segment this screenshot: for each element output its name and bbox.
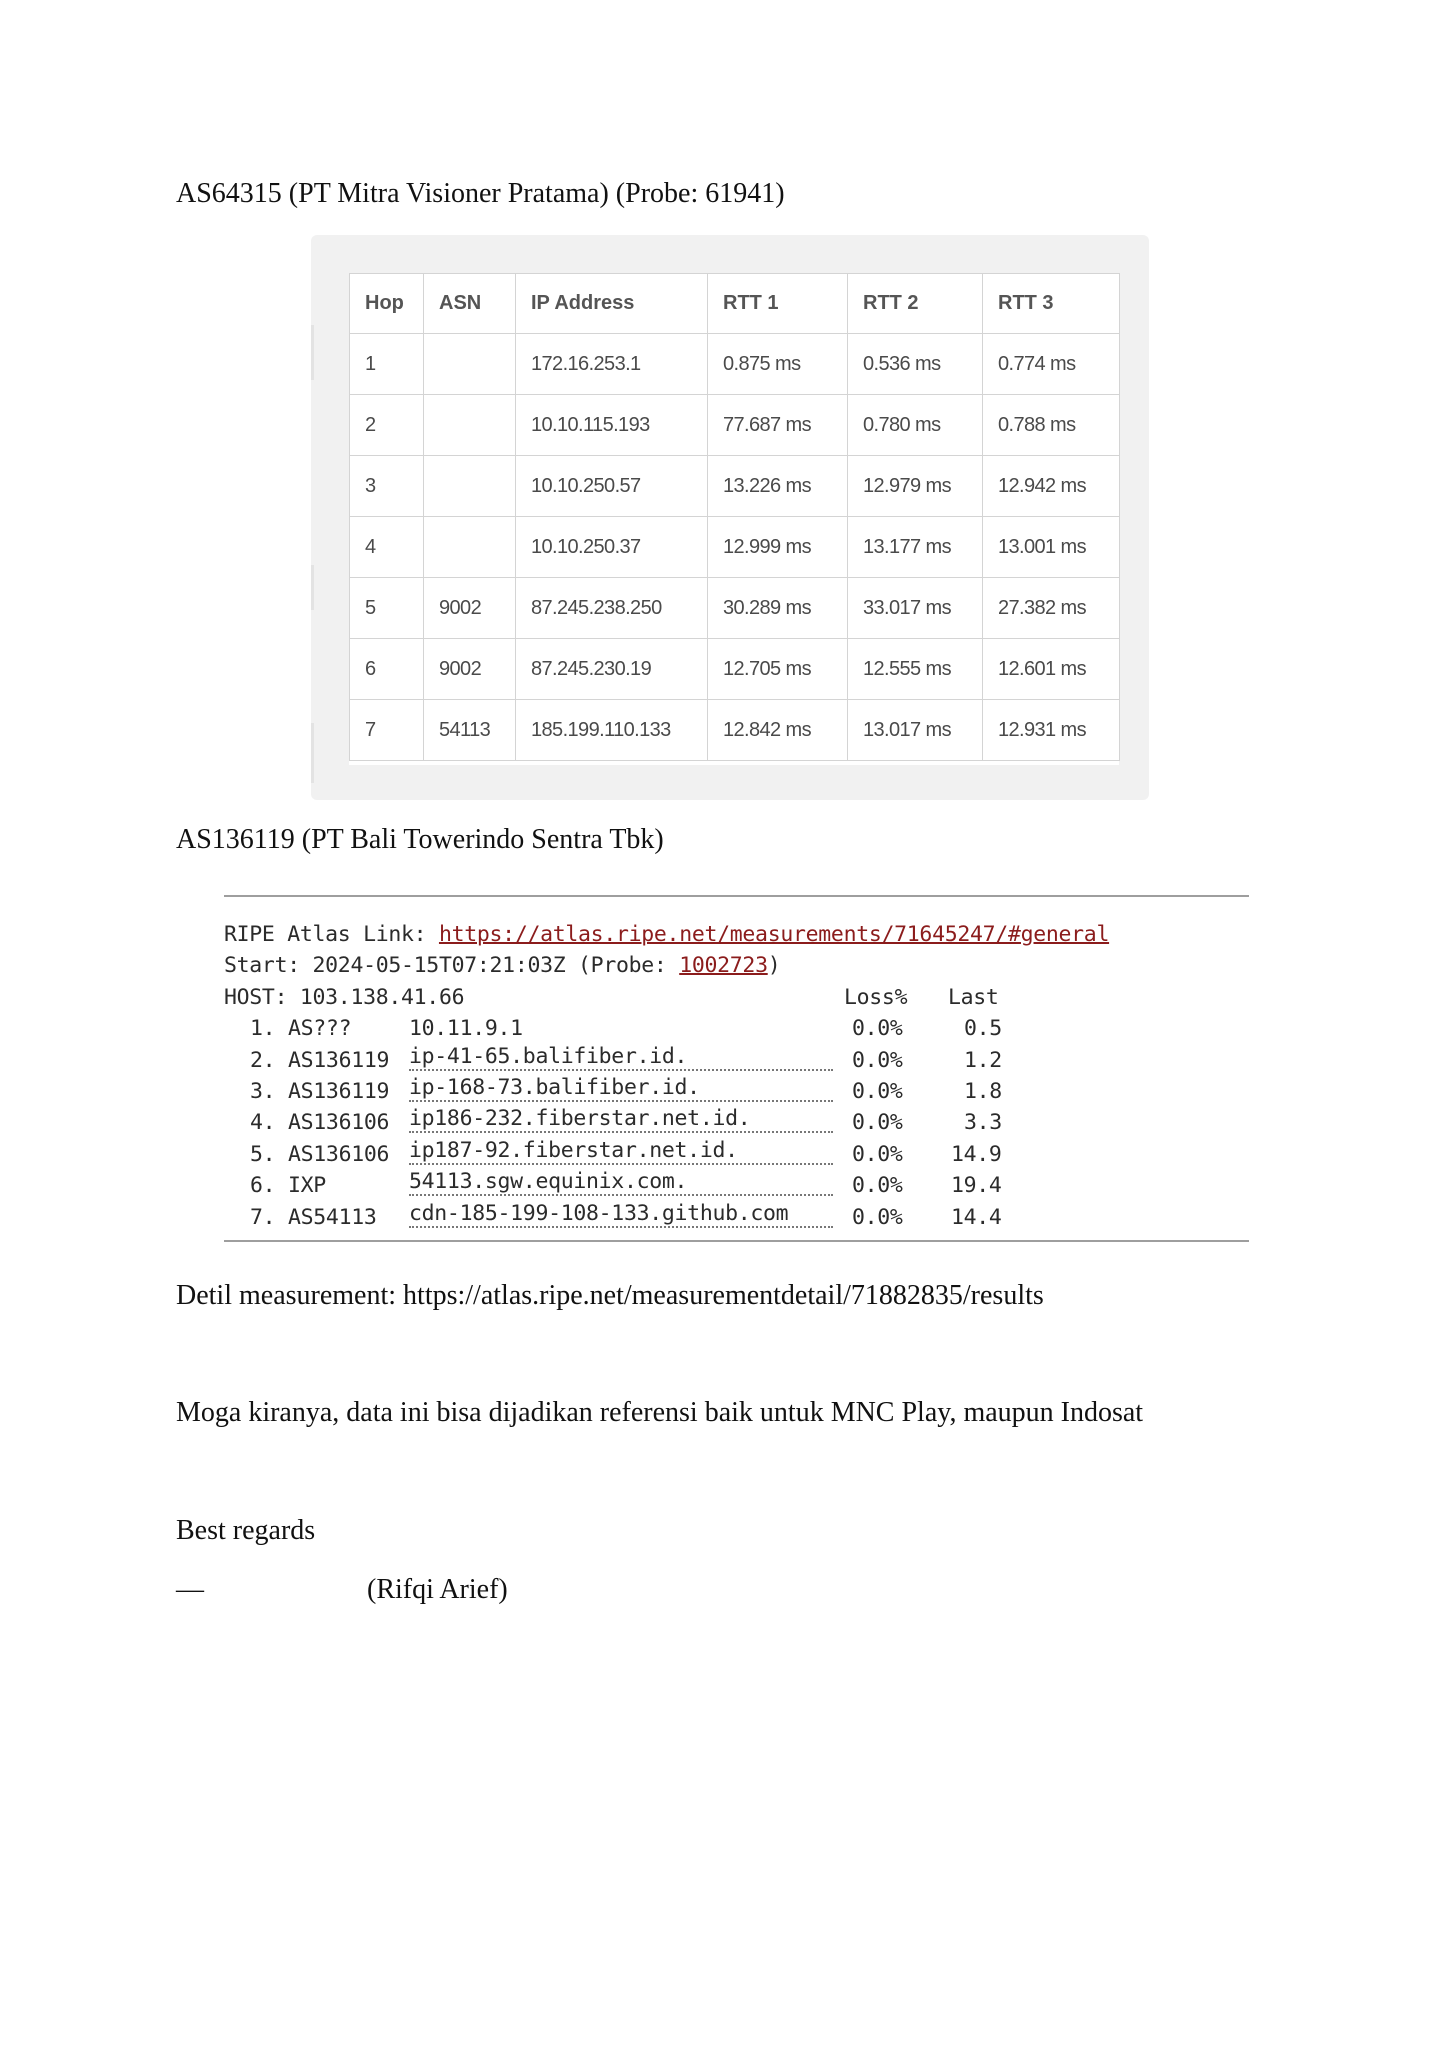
table-row	[350, 456, 1120, 517]
table-row	[350, 334, 1120, 395]
hop-host: cdn-185-199-108-133.github.com	[409, 1202, 833, 1228]
ripe-measurement-link[interactable]: https://atlas.ripe.net/measurements/71645247/#general	[438, 922, 1110, 947]
heading-as136119: AS136119 (PT Bali Towerindo Sentra Tbk)	[176, 824, 664, 855]
hop-number: 4.	[250, 1110, 276, 1136]
mtr-output-screenshot	[224, 891, 1249, 1248]
hop-loss: 0.0%	[852, 1204, 903, 1230]
rtt2-cell: 33.017 ms	[848, 578, 983, 639]
ip-cell: 185.199.110.133	[516, 700, 708, 761]
mtr-hop-row	[224, 1013, 1109, 1044]
hop-number: 7.	[250, 1204, 276, 1230]
hop-cell: 1	[350, 334, 424, 395]
hop-asn: AS54113	[288, 1204, 377, 1230]
asn-cell	[424, 395, 516, 456]
ripe-link-label: RIPE Atlas Link:	[224, 922, 439, 947]
hop-cell: 7	[350, 700, 424, 761]
hop-last: 1.8	[964, 1078, 1002, 1104]
rtt3-cell: 12.931 ms	[983, 700, 1120, 761]
hop-host: ip-41-65.balifiber.id.	[409, 1045, 833, 1071]
table-row	[350, 700, 1120, 761]
top-divider	[224, 895, 1249, 897]
table-row	[350, 395, 1120, 456]
hop-number: 2.	[250, 1047, 276, 1073]
rtt2-cell: 12.979 ms	[848, 456, 983, 517]
screenshot-edge	[311, 325, 314, 380]
hop-loss: 0.0%	[852, 1078, 903, 1104]
rtt2-cell: 13.017 ms	[848, 700, 983, 761]
hop-asn: AS???	[288, 1016, 352, 1042]
asn-cell: 9002	[424, 578, 516, 639]
mtr-hop-row	[224, 1170, 1109, 1201]
rtt1-cell: 0.875 ms	[708, 334, 848, 395]
loss-column-header: Loss%	[844, 984, 908, 1010]
asn-cell	[424, 517, 516, 578]
col-header-ip-address: IP Address	[516, 274, 708, 334]
hop-loss: 0.0%	[852, 1016, 903, 1042]
col-header-asn: ASN	[424, 274, 516, 334]
rtt1-cell: 77.687 ms	[708, 395, 848, 456]
screenshot-edge	[311, 723, 314, 783]
ip-cell: 10.10.250.37	[516, 517, 708, 578]
traceroute-table-screenshot	[311, 235, 1149, 800]
rtt1-cell: 30.289 ms	[708, 578, 848, 639]
bottom-divider	[224, 1240, 1249, 1242]
regards-line: Best regards	[176, 1515, 316, 1546]
hop-cell: 3	[350, 456, 424, 517]
table-row	[350, 517, 1120, 578]
start-label: Start: 2024-05-15T07:21:03Z (Probe:	[224, 953, 680, 979]
hop-asn: AS136106	[288, 1141, 390, 1167]
hop-loss: 0.0%	[852, 1047, 903, 1073]
col-header-rtt1: RTT 1	[708, 274, 848, 334]
hop-number: 5.	[250, 1141, 276, 1167]
table-row	[350, 578, 1120, 639]
col-header-rtt2: RTT 2	[848, 274, 983, 334]
rtt1-cell: 12.842 ms	[708, 700, 848, 761]
hop-asn: AS136119	[288, 1078, 390, 1104]
rtt1-cell: 12.705 ms	[708, 639, 848, 700]
rtt3-cell: 0.774 ms	[983, 334, 1120, 395]
hop-host: ip186-232.fiberstar.net.id.	[409, 1107, 833, 1133]
hop-loss: 0.0%	[852, 1141, 903, 1167]
col-header-rtt3: RTT 3	[983, 274, 1120, 334]
hop-cell: 5	[350, 578, 424, 639]
last-column-header: Last	[948, 984, 999, 1010]
hop-loss: 0.0%	[852, 1173, 903, 1199]
hop-host: 10.11.9.1	[409, 1016, 523, 1042]
rtt3-cell: 12.601 ms	[983, 639, 1120, 700]
signature-name: (Rifqi Arief)	[367, 1574, 508, 1605]
start-line	[224, 950, 1109, 981]
hop-asn: IXP	[288, 1173, 326, 1199]
ip-cell: 87.245.230.19	[516, 639, 708, 700]
table-row	[350, 639, 1120, 700]
asn-cell	[424, 334, 516, 395]
signature-dash: —	[176, 1574, 204, 1605]
hop-number: 3.	[250, 1078, 276, 1104]
hop-cell: 2	[350, 395, 424, 456]
hop-last: 19.4	[951, 1173, 1002, 1199]
rtt2-cell: 13.177 ms	[848, 517, 983, 578]
closing-paragraph: Moga kiranya, data ini bisa dijadikan referensi baik untuk MNC Play, maupun Indosat	[176, 1397, 1144, 1428]
rtt2-cell: 0.536 ms	[848, 334, 983, 395]
hop-asn: AS136119	[288, 1047, 390, 1073]
mtr-hop-row	[224, 1107, 1109, 1138]
hop-asn: AS136106	[288, 1110, 390, 1136]
ip-cell: 10.10.115.193	[516, 395, 708, 456]
hop-host: ip187-92.fiberstar.net.id.	[409, 1139, 833, 1165]
rtt1-cell: 13.226 ms	[708, 456, 848, 517]
measurement-detail-line: Detil measurement: https://atlas.ripe.net/measurementdetail/71882835/results	[176, 1280, 1044, 1311]
asn-cell: 9002	[424, 639, 516, 700]
asn-cell: 54113	[424, 700, 516, 761]
hop-table-header-row	[350, 274, 1120, 334]
rtt3-cell: 0.788 ms	[983, 395, 1120, 456]
hop-host: ip-168-73.balifiber.id.	[409, 1076, 833, 1102]
host-label: HOST: 103.138.41.66	[224, 984, 465, 1010]
mtr-text-block	[224, 919, 1109, 1233]
probe-link[interactable]: 1002723	[679, 953, 768, 979]
hop-number: 6.	[250, 1173, 276, 1199]
hop-table	[349, 273, 1120, 761]
rtt3-cell: 13.001 ms	[983, 517, 1120, 578]
mtr-hop-row	[224, 1202, 1109, 1233]
screenshot-edge	[311, 565, 314, 610]
mtr-hop-row	[224, 1139, 1109, 1170]
hop-table-card	[349, 273, 1119, 765]
ripe-link-line	[224, 919, 1109, 950]
rtt2-cell: 0.780 ms	[848, 395, 983, 456]
hop-loss: 0.0%	[852, 1110, 903, 1136]
hop-cell: 6	[350, 639, 424, 700]
ip-cell: 172.16.253.1	[516, 334, 708, 395]
rtt2-cell: 12.555 ms	[848, 639, 983, 700]
hop-host: 54113.sgw.equinix.com.	[409, 1170, 833, 1196]
hop-last: 3.3	[964, 1110, 1002, 1136]
rtt1-cell: 12.999 ms	[708, 517, 848, 578]
hop-last: 14.9	[951, 1141, 1002, 1167]
asn-cell	[424, 456, 516, 517]
ip-cell: 87.245.238.250	[516, 578, 708, 639]
start-close: )	[767, 953, 781, 979]
hop-last: 14.4	[951, 1204, 1002, 1230]
hop-cell: 4	[350, 517, 424, 578]
heading-as64315: AS64315 (PT Mitra Visioner Pratama) (Probe: 61941)	[176, 178, 785, 209]
host-header-line	[224, 982, 1109, 1013]
hop-number: 1.	[250, 1016, 276, 1042]
mtr-hop-row	[224, 1076, 1109, 1107]
rtt3-cell: 12.942 ms	[983, 456, 1120, 517]
mtr-hop-row	[224, 1045, 1109, 1076]
col-header-hop: Hop	[350, 274, 424, 334]
hop-last: 0.5	[964, 1016, 1002, 1042]
ip-cell: 10.10.250.57	[516, 456, 708, 517]
rtt3-cell: 27.382 ms	[983, 578, 1120, 639]
hop-last: 1.2	[964, 1047, 1002, 1073]
